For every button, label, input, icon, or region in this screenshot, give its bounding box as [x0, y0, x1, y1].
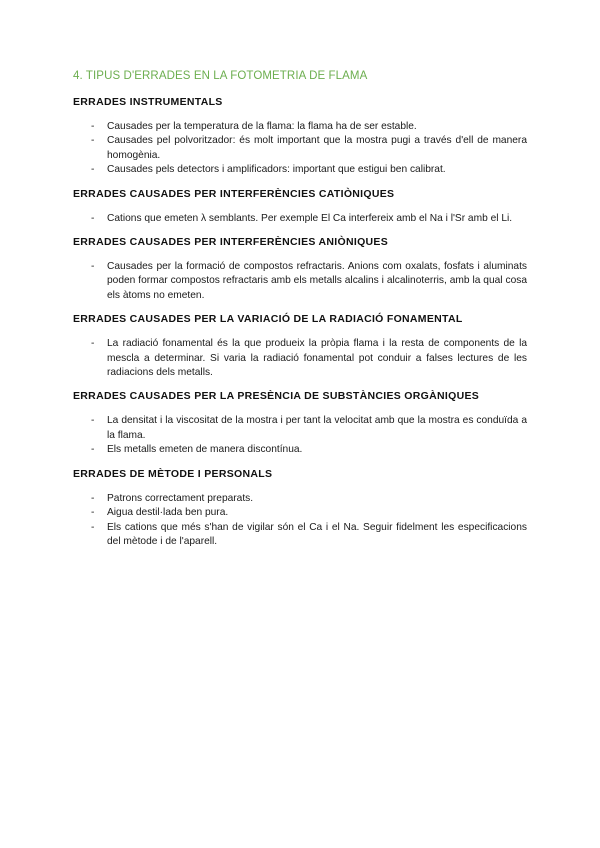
sections-container: [73, 96, 527, 549]
list-item: [73, 337, 527, 380]
section-heading: ERRADES INSTRUMENTALS: [73, 96, 223, 108]
dash-bullet-icon: -: [91, 261, 95, 273]
section-heading: ERRADES CAUSADES PER INTERFERÈNCIES CATIÒNIQUES: [73, 187, 395, 200]
section: [73, 313, 527, 380]
bullet-list: [73, 492, 527, 550]
list-item-text: La radiació fonamental és la que produeix la pròpia flama i la resta de components de la mescla a determinar. Si varia la radiació fonamental pot conduir a falses lectures de les radiacions dels metalls.: [107, 338, 527, 379]
section: [73, 390, 527, 457]
list-item-text: Patrons correctament preparats.: [107, 492, 254, 504]
bullet-list: [73, 337, 527, 380]
list-item-text: Causades pels detectors i amplificadors: important que estigui ben calibrat.: [107, 164, 446, 176]
bullet-list: [73, 120, 527, 178]
dash-bullet-icon: -: [91, 415, 95, 427]
list-item-text: Els cations que més s'han de vigilar són el Ca i el Na. Seguir fidelment les especificacions del mètode i de l'aparell.: [107, 521, 527, 547]
list-item: [73, 492, 527, 506]
list-item-text: Causades pel polvoritzador: és molt important que la mostra pugi a través d'ell de manera homogènia.: [107, 135, 527, 161]
list-item: [73, 120, 527, 134]
section-heading: ERRADES CAUSADES PER INTERFERÈNCIES ANIÒNIQUES: [73, 236, 389, 249]
list-item: [73, 506, 527, 520]
list-item: [73, 414, 527, 443]
dash-bullet-icon: -: [91, 135, 95, 147]
bullet-list: [73, 260, 527, 303]
dash-bullet-icon: -: [91, 212, 95, 224]
list-item-text: Els metalls emeten de manera discontínua.: [107, 444, 303, 456]
dash-bullet-icon: -: [91, 507, 95, 519]
section: [73, 468, 527, 550]
list-item: [73, 134, 527, 163]
dash-bullet-icon: -: [91, 338, 95, 350]
list-item-text: Causades per la formació de compostos refractaris. Anions com oxalats, fosfats i aluminats poden formar compostos refractaris amb els metalls alcalins i alcalinoterris, amb la qual cosa els àtoms no emeten.: [107, 261, 527, 301]
section-heading: ERRADES DE MÈTODE I PERSONALS: [73, 467, 273, 480]
section: [73, 96, 527, 178]
dash-bullet-icon: -: [91, 444, 95, 456]
list-item: [73, 260, 527, 303]
dash-bullet-icon: -: [91, 521, 95, 533]
dash-bullet-icon: -: [91, 164, 95, 176]
list-item: [73, 163, 527, 177]
list-item: [73, 212, 527, 226]
dash-bullet-icon: -: [91, 492, 95, 504]
list-item: [73, 521, 527, 550]
section: [73, 188, 527, 226]
list-item-text: Causades per la temperatura de la flama: la flama ha de ser estable.: [107, 121, 417, 132]
dash-bullet-icon: -: [91, 121, 95, 132]
chapter-title: 4. TIPUS D'ERRADES EN LA FOTOMETRIA DE FLAMA: [73, 70, 368, 82]
section-heading: ERRADES CAUSADES PER LA VARIACIÓ DE LA RADIACIÓ FONAMENTAL: [73, 313, 463, 326]
list-item-text: Cations que emeten λ semblants. Per exemple El Ca interfereix amb el Na i l'Sr amb el Li.: [107, 212, 513, 224]
list-item: [73, 443, 527, 457]
section-heading: ERRADES CAUSADES PER LA PRESÈNCIA DE SUBSTÀNCIES ORGÀNIQUES: [73, 390, 480, 403]
list-item-text: Aigua destil·lada ben pura.: [107, 507, 229, 519]
list-item-text: La densitat i la viscositat de la mostra i per tant la velocitat amb que la mostra es conduïda a la flama.: [107, 415, 527, 441]
section: [73, 236, 527, 303]
bullet-list: [73, 414, 527, 457]
bullet-list: [73, 212, 527, 226]
